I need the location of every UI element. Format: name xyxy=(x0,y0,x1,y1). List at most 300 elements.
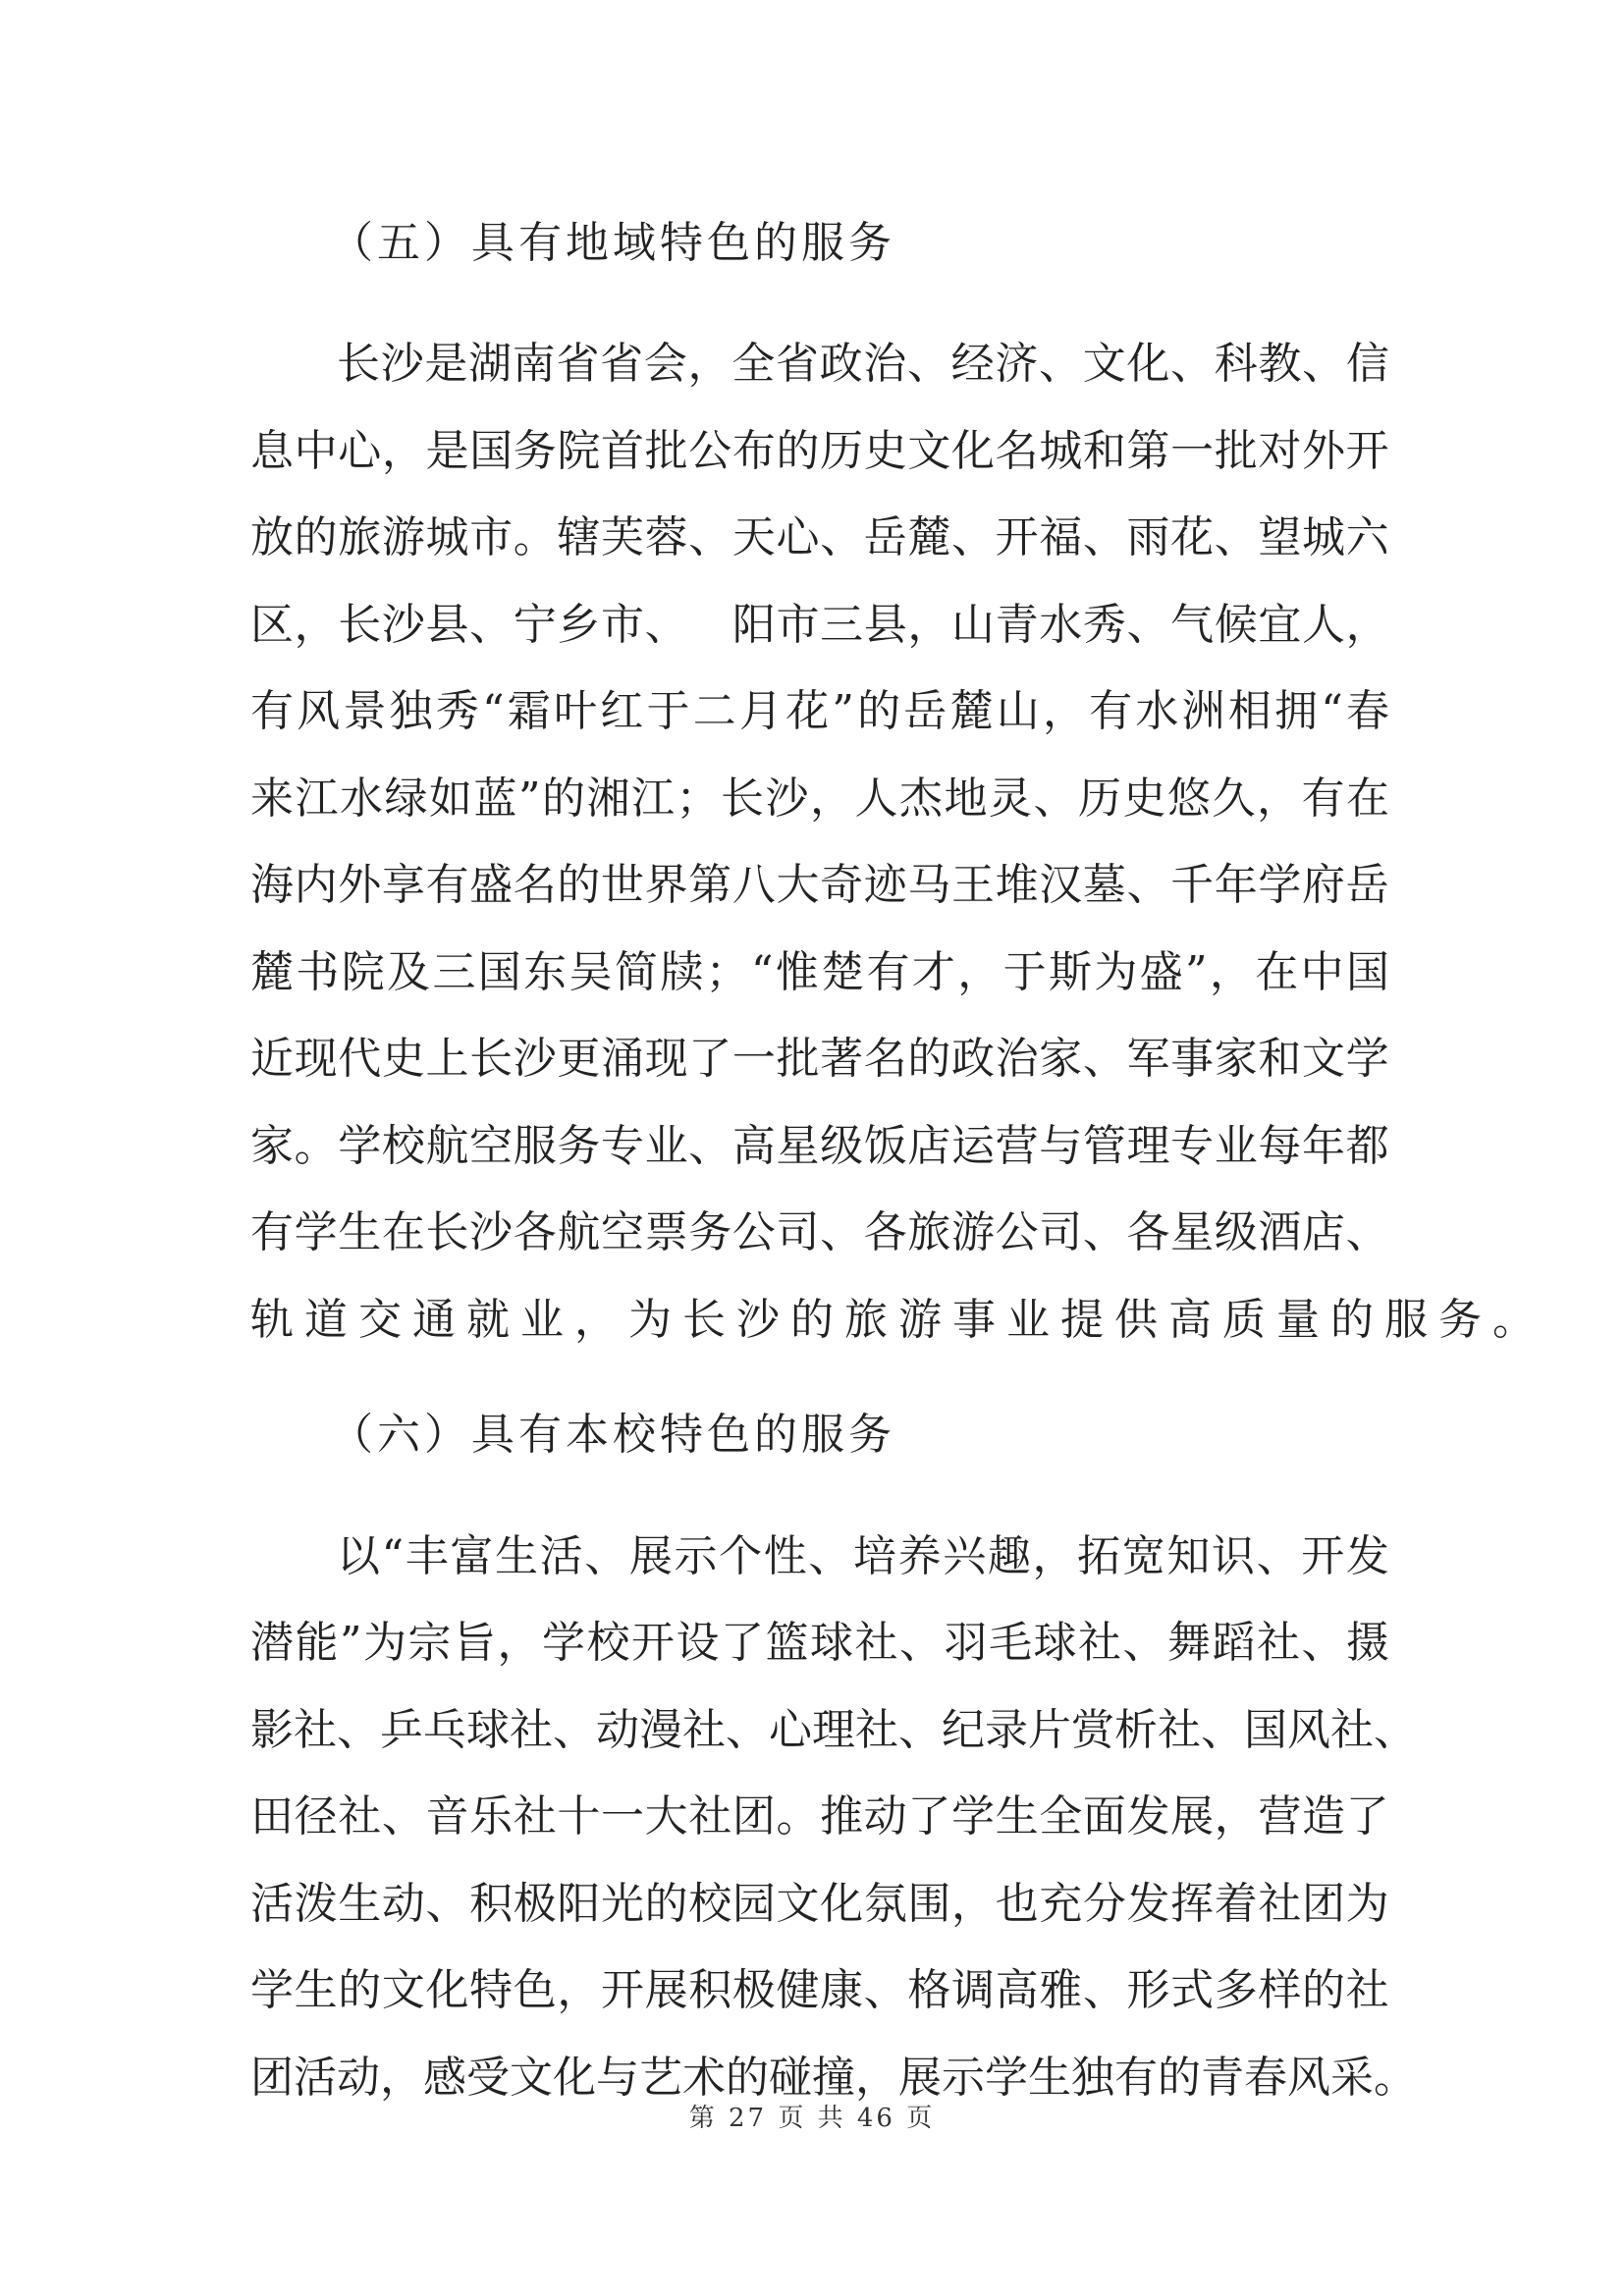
glyph: 也 xyxy=(995,1879,1039,1929)
glyph: 发 xyxy=(1126,1879,1170,1929)
glyph: 社 xyxy=(854,1618,898,1668)
glyph: 文 xyxy=(1082,339,1126,389)
glyph: 光 xyxy=(601,1879,644,1929)
glyph: 府 xyxy=(1302,860,1345,910)
glyph: 社 xyxy=(1345,1965,1389,2015)
glyph: 学 xyxy=(951,1791,995,1842)
glyph: 有 xyxy=(250,686,294,736)
glyph: 团 xyxy=(731,1791,776,1842)
glyph: 、 xyxy=(1126,860,1170,910)
glyph: 事 xyxy=(1170,1034,1215,1084)
glyph: 化 xyxy=(820,1879,864,1929)
glyph: 享 xyxy=(381,860,425,910)
glyph: 乡 xyxy=(557,600,601,650)
glyph: 阳 xyxy=(731,600,776,650)
glyph: 芙 xyxy=(601,512,644,562)
glyph: 、 xyxy=(899,1618,943,1668)
glyph: 社 xyxy=(682,1705,726,1755)
glyph: 展 xyxy=(898,2053,942,2103)
glyph: ， xyxy=(294,600,338,650)
glyph: 、 xyxy=(1082,1965,1126,2015)
glyph: 景 xyxy=(343,686,387,736)
glyph: 航 xyxy=(425,1121,469,1171)
glyph: 航 xyxy=(557,1207,601,1257)
glyph: 游 xyxy=(381,512,425,562)
glyph: 社 xyxy=(1257,1618,1300,1668)
glyph: 院 xyxy=(557,426,601,476)
glyph: 家 xyxy=(1214,1034,1258,1084)
glyph: 的 xyxy=(557,860,601,910)
glyph: 了 xyxy=(1345,1791,1389,1842)
glyph: 气 xyxy=(1170,600,1215,650)
glyph: 蓝 xyxy=(473,774,517,824)
glyph: 社 xyxy=(1258,1879,1302,1929)
glyph: 洲 xyxy=(1181,686,1225,736)
glyph: 毛 xyxy=(989,1618,1032,1668)
glyph: 王 xyxy=(951,860,995,910)
glyph: 内 xyxy=(294,860,338,910)
glyph: 球 xyxy=(1033,1618,1077,1668)
glyph: 奇 xyxy=(820,860,864,910)
glyph: 业 xyxy=(1214,1121,1258,1171)
glyph: 会 xyxy=(643,339,687,389)
glyph: 南 xyxy=(512,339,556,389)
glyph: 长 xyxy=(337,339,380,389)
glyph: 国 xyxy=(469,426,514,476)
glyph: 人 xyxy=(1302,600,1345,650)
glyph: 乓 xyxy=(423,1705,466,1755)
glyph: 名 xyxy=(513,860,557,910)
glyph: 省 xyxy=(600,339,644,389)
glyph: 级 xyxy=(820,1121,864,1171)
glyph: 中 xyxy=(294,426,338,476)
glyph: 有 xyxy=(1089,686,1133,736)
glyph: 区 xyxy=(250,600,294,650)
glyph: ， xyxy=(557,1965,601,2015)
glyph: 史 xyxy=(863,426,907,476)
glyph: 空 xyxy=(469,1121,514,1171)
glyph: 化 xyxy=(425,1965,469,2015)
glyph: 国 xyxy=(477,947,521,997)
glyph: ， xyxy=(381,426,425,476)
glyph: 江 xyxy=(295,774,339,824)
glyph: 有 xyxy=(1301,774,1345,824)
glyph: 营 xyxy=(995,1121,1039,1171)
glyph: 为 xyxy=(363,1618,406,1668)
glyph: 各 xyxy=(1126,1207,1170,1257)
glyph: 沙 xyxy=(765,774,809,824)
glyph: 展 xyxy=(1170,1791,1215,1842)
glyph: 漫 xyxy=(639,1705,682,1755)
glyph: 东 xyxy=(523,947,568,997)
glyph: 的 xyxy=(726,2053,769,2103)
glyph: 近 xyxy=(250,1034,294,1084)
glyph: 格 xyxy=(907,1965,951,2015)
glyph: 一 xyxy=(731,1034,776,1084)
glyph: 田 xyxy=(250,1791,294,1842)
glyph: 面 xyxy=(1082,1791,1126,1842)
glyph: 科 xyxy=(1214,339,1258,389)
glyph: 在 xyxy=(1346,774,1389,824)
glyph: 的 xyxy=(907,1034,951,1084)
glyph: 外 xyxy=(338,860,382,910)
glyph: 候 xyxy=(1214,600,1258,650)
glyph: 三 xyxy=(432,947,476,997)
glyph: 培 xyxy=(853,1531,896,1581)
glyph: 一 xyxy=(601,1791,644,1842)
glyph: 秀 xyxy=(1082,600,1126,650)
glyph: 绿 xyxy=(384,774,428,824)
glyph: 一 xyxy=(1170,426,1215,476)
glyph: 墓 xyxy=(1082,860,1126,910)
paragraph-line xyxy=(250,1611,1389,1676)
glyph: 长 xyxy=(338,600,382,650)
glyph: 开 xyxy=(631,1618,675,1668)
paragraph-line xyxy=(250,853,1389,918)
glyph: 沙 xyxy=(380,339,424,389)
glyph: 化 xyxy=(1126,339,1170,389)
glyph: 公 xyxy=(688,426,732,476)
glyph: 长 xyxy=(721,774,764,824)
glyph: 文 xyxy=(907,426,951,476)
paragraph-line xyxy=(250,1785,1389,1849)
glyph: 麓 xyxy=(949,686,994,736)
glyph: 堆 xyxy=(995,860,1039,910)
glyph: “ xyxy=(1321,686,1343,736)
glyph: 造 xyxy=(1302,1791,1345,1842)
glyph: 文 xyxy=(510,2053,553,2103)
glyph: 治 xyxy=(995,1034,1039,1084)
glyph: 析 xyxy=(1114,1705,1158,1755)
glyph: 斯 xyxy=(1048,947,1092,997)
glyph: 与 xyxy=(1039,1121,1083,1171)
glyph: 活 xyxy=(294,2053,337,2103)
glyph: ， xyxy=(1042,686,1086,736)
glyph: “ xyxy=(750,947,774,997)
glyph: 历 xyxy=(820,426,864,476)
paragraph-line xyxy=(250,679,1389,744)
glyph: 、 xyxy=(1345,1207,1389,1257)
glyph: 盛 xyxy=(469,860,514,910)
glyph: 城 xyxy=(1302,512,1345,562)
glyph: 调 xyxy=(951,1965,995,2015)
paragraph-line xyxy=(250,1201,1389,1265)
glyph: 充 xyxy=(1039,1879,1083,1929)
glyph: 生 xyxy=(338,1879,382,1929)
glyph xyxy=(688,593,731,658)
glyph: 都 xyxy=(1345,1121,1389,1171)
glyph: 心 xyxy=(338,426,382,476)
glyph: 沙 xyxy=(381,600,425,650)
glyph: 相 xyxy=(1227,686,1272,736)
glyph: 知 xyxy=(1166,1531,1211,1581)
glyph: 的 xyxy=(857,686,901,736)
glyph: 心 xyxy=(776,512,820,562)
glyph: 十 xyxy=(557,1791,601,1842)
glyph: ， xyxy=(907,600,951,650)
glyph: 秀 xyxy=(435,686,479,736)
glyph: 学 xyxy=(250,1965,294,2015)
glyph: 养 xyxy=(897,1531,942,1581)
glyph: 人 xyxy=(854,774,898,824)
glyph: 名 xyxy=(995,426,1039,476)
glyph: 、 xyxy=(726,1705,769,1755)
glyph: 、 xyxy=(951,512,995,562)
glyph: 水 xyxy=(1039,600,1083,650)
glyph: 批 xyxy=(1214,426,1258,476)
glyph: 月 xyxy=(738,686,783,736)
section-heading-6: （六）具有本校特色的服务 xyxy=(330,1410,895,1460)
glyph: 示 xyxy=(942,2053,985,2103)
glyph: 批 xyxy=(644,426,688,476)
glyph: 富 xyxy=(450,1531,494,1581)
glyph: 。 xyxy=(294,1121,338,1171)
glyph: 积 xyxy=(688,1965,732,2015)
glyph: 店 xyxy=(1302,1207,1345,1257)
glyph: 文 xyxy=(1302,1034,1345,1084)
glyph: 辖 xyxy=(557,512,601,562)
glyph: 社 xyxy=(510,1705,553,1755)
paragraph-line xyxy=(250,1872,1389,1937)
glyph: 纪 xyxy=(942,1705,985,1755)
glyph: ； xyxy=(705,947,749,997)
paragraph-line xyxy=(250,593,1389,658)
glyph: 水 xyxy=(340,774,383,824)
glyph: 于 xyxy=(646,686,690,736)
glyph: 特 xyxy=(469,1965,514,2015)
paragraph-line xyxy=(250,419,1389,484)
glyph: 国 xyxy=(1244,1705,1287,1755)
glyph: 化 xyxy=(951,426,995,476)
glyph: 羽 xyxy=(944,1618,988,1668)
glyph: 片 xyxy=(1028,1705,1071,1755)
glyph: 、 xyxy=(1039,339,1082,389)
glyph: 年 xyxy=(1302,1121,1345,1171)
glyph: 生 xyxy=(338,1207,382,1257)
glyph: 篮 xyxy=(765,1618,809,1668)
glyph: 生 xyxy=(294,1965,338,2015)
glyph: 六 xyxy=(1345,512,1389,562)
glyph: 受 xyxy=(466,2053,510,2103)
glyph: 专 xyxy=(601,1121,644,1171)
glyph: 高 xyxy=(995,1965,1039,2015)
glyph: 影 xyxy=(250,1705,294,1755)
glyph: 、 xyxy=(863,1965,907,2015)
glyph: 务 xyxy=(513,426,557,476)
glyph: 校 xyxy=(381,1121,425,1171)
glyph: 开 xyxy=(1345,426,1389,476)
glyph: 社 xyxy=(338,1791,382,1842)
glyph: 、 xyxy=(1122,1618,1166,1668)
glyph: 的 xyxy=(338,1965,382,2015)
glyph: 有 xyxy=(250,1207,294,1257)
glyph: 第 xyxy=(1126,426,1170,476)
glyph: 开 xyxy=(601,1965,644,2015)
glyph: 县 xyxy=(425,600,469,650)
glyph: 为 xyxy=(1345,1879,1389,1929)
glyph: 外 xyxy=(1302,426,1345,476)
glyph: ” xyxy=(1185,947,1208,997)
glyph: 风 xyxy=(297,686,341,736)
glyph: 书 xyxy=(296,947,340,997)
glyph: 更 xyxy=(557,1034,601,1084)
glyph: 沙 xyxy=(513,1034,557,1084)
glyph: 久 xyxy=(1212,774,1256,824)
glyph: 团 xyxy=(250,2053,294,2103)
glyph: 旨 xyxy=(453,1618,496,1668)
glyph: 泼 xyxy=(294,1879,338,1929)
glyph: 名 xyxy=(863,1034,907,1084)
glyph: 。 xyxy=(513,512,557,562)
glyph: 市 xyxy=(601,600,644,650)
glyph: 园 xyxy=(731,1879,776,1929)
paragraph-line xyxy=(250,1958,1389,2023)
glyph: 风 xyxy=(1287,2053,1330,2103)
glyph: 采 xyxy=(1330,2053,1374,2103)
glyph: 岳 xyxy=(863,512,907,562)
glyph: 海 xyxy=(250,860,294,910)
glyph: 学 xyxy=(542,1618,585,1668)
glyph: 望 xyxy=(1258,512,1302,562)
glyph: 中 xyxy=(1300,947,1344,997)
glyph: 盛 xyxy=(1139,947,1183,997)
glyph: 营 xyxy=(1258,1791,1302,1842)
glyph: 布 xyxy=(731,426,776,476)
glyph: 放 xyxy=(250,512,294,562)
glyph: ， xyxy=(1257,774,1300,824)
glyph: 设 xyxy=(676,1618,720,1668)
glyph: 展 xyxy=(644,1965,688,2015)
glyph: 兴 xyxy=(943,1531,987,1581)
glyph: 湘 xyxy=(586,774,630,824)
glyph: 涌 xyxy=(601,1034,644,1084)
glyph: ， xyxy=(1214,1791,1258,1842)
glyph: 校 xyxy=(688,1879,732,1929)
glyph: 有 xyxy=(866,947,910,997)
glyph: 宜 xyxy=(1258,600,1302,650)
glyph: 悠 xyxy=(1167,774,1211,824)
glyph: 舞 xyxy=(1167,1618,1211,1668)
glyph: 惟 xyxy=(775,947,819,997)
glyph: 理 xyxy=(812,1705,855,1755)
glyph: 家 xyxy=(250,1121,294,1171)
glyph: 千 xyxy=(1170,860,1215,910)
glyph: 学 xyxy=(985,2053,1028,2103)
glyph: 示 xyxy=(674,1531,718,1581)
glyph: 简 xyxy=(614,947,658,997)
glyph: 球 xyxy=(466,1705,510,1755)
glyph: 理 xyxy=(1126,1121,1170,1171)
glyph: 开 xyxy=(1301,1531,1345,1581)
glyph: 社 xyxy=(1158,1705,1201,1755)
glyph: 有 xyxy=(1114,2053,1158,2103)
glyph: 、 xyxy=(1256,1531,1300,1581)
glyph: ， xyxy=(1209,947,1253,997)
glyph: 吴 xyxy=(568,947,613,997)
glyph: 运 xyxy=(951,1121,995,1171)
glyph: 叶 xyxy=(554,686,598,736)
glyph: 司 xyxy=(1039,1207,1083,1257)
glyph: 围 xyxy=(907,1879,951,1929)
glyph: ， xyxy=(1032,1531,1076,1581)
glyph: 碰 xyxy=(769,2053,812,2103)
glyph: 识 xyxy=(1212,1531,1255,1581)
glyph: 水 xyxy=(1135,686,1179,736)
glyph: 对 xyxy=(1258,426,1302,476)
glyph: ， xyxy=(497,1618,541,1668)
glyph: 各 xyxy=(863,1207,907,1257)
glyph: 、 xyxy=(469,600,514,650)
glyph: 氛 xyxy=(863,1879,907,1929)
glyph: 感 xyxy=(423,2053,466,2103)
glyph: 江 xyxy=(631,774,675,824)
glyph: 积 xyxy=(469,1879,514,1929)
glyph: 生 xyxy=(1028,2053,1071,2103)
glyph: 了 xyxy=(688,1034,732,1084)
glyph: 于 xyxy=(1002,947,1047,997)
glyph: 才 xyxy=(911,947,955,997)
glyph: 天 xyxy=(731,512,776,562)
glyph: 径 xyxy=(294,1791,338,1842)
glyph: 著 xyxy=(820,1034,864,1084)
glyph: 宁 xyxy=(513,600,557,650)
glyph: 以 xyxy=(337,1531,380,1581)
glyph: 省 xyxy=(775,339,819,389)
glyph: 生 xyxy=(995,1791,1039,1842)
glyph: 历 xyxy=(1078,774,1121,824)
glyph: 色 xyxy=(513,1965,557,2015)
glyph: 饭 xyxy=(863,1121,907,1171)
glyph: 性 xyxy=(763,1531,807,1581)
glyph: 、 xyxy=(820,1207,864,1257)
glyph: 世 xyxy=(601,860,644,910)
glyph: 麓 xyxy=(907,512,951,562)
glyph: 学 xyxy=(1345,1034,1389,1084)
glyph: 市 xyxy=(776,600,820,650)
glyph: 发 xyxy=(1345,1531,1389,1581)
glyph: 乒 xyxy=(380,1705,423,1755)
glyph: 城 xyxy=(425,512,469,562)
glyph: 音 xyxy=(425,1791,469,1842)
glyph: 、 xyxy=(644,600,688,650)
glyph: 学 xyxy=(338,1121,382,1171)
paragraph-line xyxy=(250,940,1389,1005)
glyph: 经 xyxy=(950,339,995,389)
glyph: 旅 xyxy=(338,512,382,562)
glyph: 社 xyxy=(513,1791,557,1842)
glyph: 治 xyxy=(863,339,907,389)
glyph: 蹈 xyxy=(1212,1618,1256,1668)
glyph: 着 xyxy=(1214,1879,1258,1929)
glyph: 拥 xyxy=(1274,686,1319,736)
glyph: 济 xyxy=(995,339,1039,389)
paragraph-line xyxy=(250,1114,1389,1179)
glyph: 、 xyxy=(1170,339,1215,389)
glyph: ， xyxy=(957,947,1001,997)
glyph: 牍 xyxy=(660,947,704,997)
glyph: 社 xyxy=(1078,1618,1121,1668)
glyph: 宽 xyxy=(1121,1531,1165,1581)
glyph: 潜 xyxy=(250,1618,294,1668)
glyph: 、 xyxy=(1082,512,1126,562)
glyph: 务 xyxy=(688,1207,732,1257)
glyph: 店 xyxy=(907,1121,951,1171)
glyph: 独 xyxy=(1071,2053,1114,2103)
glyph: 社 xyxy=(1330,1705,1374,1755)
glyph: 极 xyxy=(513,1879,557,1929)
glyph: 花 xyxy=(785,686,830,736)
glyph: 为 xyxy=(1094,947,1138,997)
